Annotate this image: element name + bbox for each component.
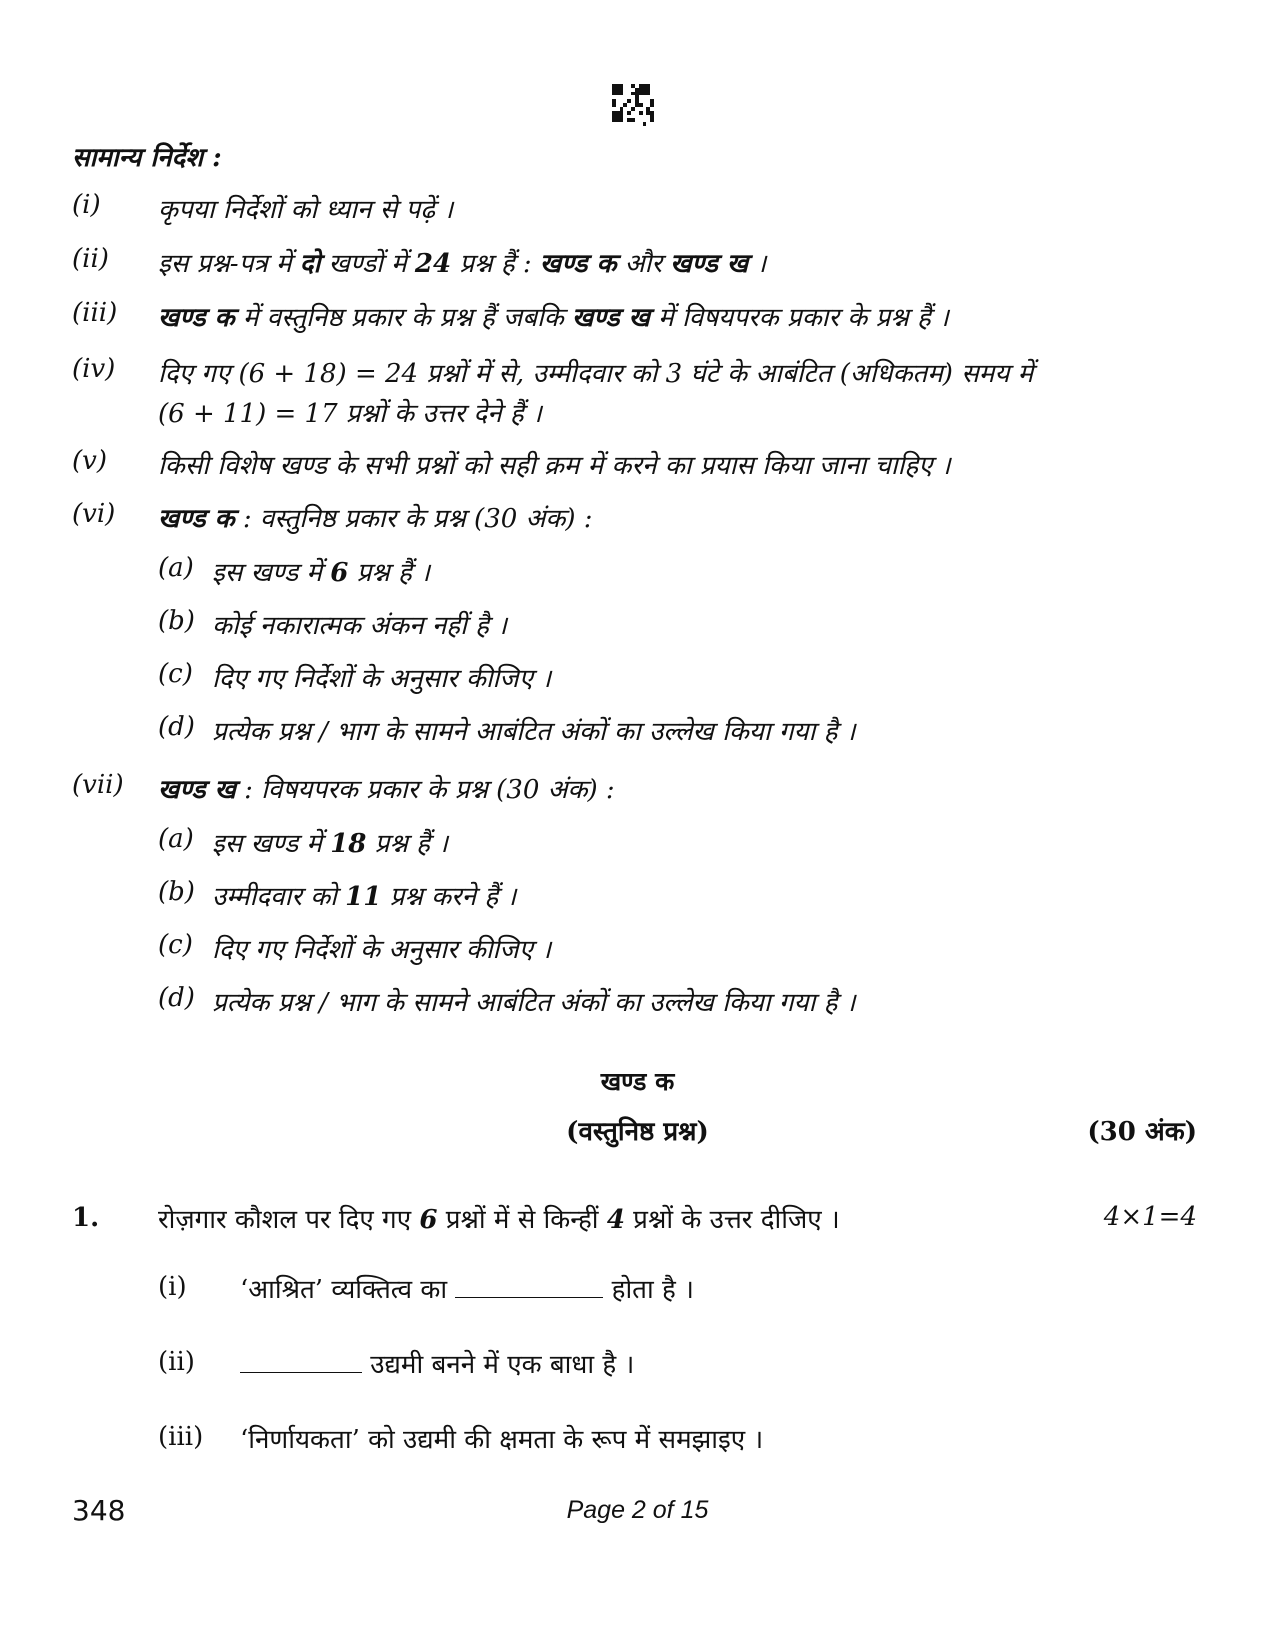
- bold-text-run: 6: [330, 558, 349, 588]
- fill-in-blank: [240, 1350, 362, 1373]
- bold-text-run: 11: [345, 882, 382, 912]
- bold-text-run: खण्ड ख: [158, 775, 236, 805]
- text-run: प्रश्नों में से किन्हीं: [437, 1205, 607, 1235]
- item-number: (vii): [72, 770, 124, 800]
- sub-item-text: [212, 606, 507, 642]
- item-number: (v): [72, 446, 107, 476]
- section-title: खण्ड क: [600, 1067, 675, 1096]
- sub-item-text: [212, 712, 856, 748]
- sub-item-number: (b): [158, 606, 195, 636]
- text-run: प्रश्न हैं ।: [348, 558, 430, 588]
- section-subtitle: (वस्तुनिष्ठ प्रश्न): [566, 1117, 709, 1147]
- instruction-text: [158, 354, 1033, 390]
- text-run: कोई नकारात्मक अंकन नहीं है ।: [212, 611, 508, 641]
- text-run: इस खण्ड में: [212, 829, 331, 859]
- fill-in-blank: [455, 1275, 603, 1298]
- text-run: और: [616, 249, 671, 279]
- bold-text-run: 4: [606, 1205, 625, 1235]
- text-run: ।: [748, 249, 767, 279]
- item-number: (ii): [72, 244, 109, 274]
- text-run: इस खण्ड में: [212, 558, 331, 588]
- bold-text-run: खण्ड क: [158, 303, 235, 333]
- text-run: दिए गए (6 + 18) = 24 प्रश्नों में से, उम्मीदवार को 3 घंटे के आबंटित (अधिकतम) समय में: [158, 359, 1034, 389]
- sub-item-number: (c): [158, 659, 193, 689]
- text-run: प्रश्न हैं ।: [366, 829, 449, 859]
- text-run: प्रश्न करने हैं ।: [381, 882, 517, 912]
- bold-text-run: खण्ड ख: [572, 303, 650, 333]
- paper-code: 348: [72, 1494, 126, 1527]
- instruction-text: [158, 446, 951, 482]
- text-run: इस प्रश्न-पत्र में: [158, 249, 300, 279]
- sub-item-text: [212, 983, 856, 1019]
- bold-text-run: 6: [419, 1205, 438, 1235]
- text-run: प्रत्येक प्रश्न / भाग के सामने आबंटित अंकों का उल्लेख किया गया है ।: [212, 988, 856, 1018]
- item-number: (i): [72, 190, 101, 220]
- instruction-text-line2: (6 + 11) = 17 प्रश्नों के उत्तर देने हैं ।: [158, 399, 542, 429]
- bold-text-run: खण्ड क: [158, 504, 235, 534]
- sub-question-text: [240, 1345, 634, 1381]
- text-run: : विषयपरक प्रकार के प्रश्न (30 अंक) :: [235, 775, 615, 805]
- instruction-text: [158, 499, 593, 535]
- sub-item-number: (b): [158, 877, 195, 907]
- text-run: उम्मीदवार को: [212, 882, 346, 912]
- bold-text-run: खण्ड ख: [670, 249, 749, 279]
- sub-question-text: [240, 1270, 694, 1306]
- bold-text-run: 24: [414, 249, 452, 279]
- question-marks: 4×1=4: [1103, 1202, 1197, 1232]
- text-run: कृपया निर्देशों को ध्यान से पढ़ें ।: [158, 195, 454, 225]
- item-number: (iv): [72, 354, 116, 384]
- sub-item-text: [212, 824, 448, 860]
- sub-question-number: (iii): [158, 1422, 204, 1452]
- bold-text-run: 18: [330, 829, 367, 859]
- text-run: में वस्तुनिष्ठ प्रकार के प्रश्न हैं जबकि: [234, 303, 573, 333]
- text-run: खण्डों में: [320, 249, 415, 279]
- sub-item-number: (c): [158, 930, 193, 960]
- sub-item-text: [212, 877, 516, 913]
- sub-item-text: [212, 930, 551, 966]
- qr-code-icon: [612, 84, 654, 126]
- text-run: प्रत्येक प्रश्न / भाग के सामने आबंटित अंकों का उल्लेख किया गया है ।: [212, 717, 856, 747]
- question-number: 1.: [72, 1203, 100, 1233]
- sub-question-text-after: होता है ।: [603, 1275, 694, 1305]
- section-marks: (30 अंक): [1087, 1117, 1197, 1147]
- instruction-text: [158, 244, 766, 280]
- item-number: (iii): [72, 298, 118, 328]
- text-run: : वस्तुनिष्ठ प्रकार के प्रश्न (30 अंक) :: [234, 504, 593, 534]
- instruction-text: [158, 190, 453, 226]
- page-number: Page 2 of 15: [566, 1496, 709, 1524]
- text-run: रोज़गार कौशल पर दिए गए: [158, 1205, 420, 1235]
- sub-question-text-before: ‘आश्रित’ व्यक्तित्व का: [240, 1275, 456, 1305]
- sub-item-number: (a): [158, 824, 194, 854]
- question-text: [158, 1200, 840, 1236]
- sub-item-number: (a): [158, 553, 194, 583]
- instructions-heading: सामान्य निर्देश :: [72, 143, 222, 173]
- text-run: प्रश्न हैं :: [451, 249, 540, 279]
- sub-question-text: ‘निर्णायकता’ को उद्यमी की क्षमता के रूप में समझाइए ।: [240, 1425, 764, 1455]
- instruction-text: [158, 770, 615, 806]
- sub-item-text: [212, 553, 430, 589]
- text-run: में विषयपरक प्रकार के प्रश्न हैं ।: [649, 303, 949, 333]
- sub-question-number: (ii): [158, 1347, 195, 1377]
- sub-question-number: (i): [158, 1272, 187, 1302]
- bold-text-run: दो: [299, 249, 321, 279]
- text-run: दिए गए निर्देशों के अनुसार कीजिए ।: [212, 664, 552, 694]
- instruction-text: [158, 298, 949, 334]
- sub-question-text-after: उद्यमी बनने में एक बाधा है ।: [362, 1350, 635, 1380]
- bold-text-run: खण्ड क: [539, 249, 617, 279]
- text-run: किसी विशेष खण्ड के सभी प्रश्नों को सही क्रम में करने का प्रयास किया जाना चाहिए ।: [158, 451, 951, 481]
- item-number: (vi): [72, 499, 116, 529]
- sub-item-text: [212, 659, 551, 695]
- sub-item-number: (d): [158, 983, 195, 1013]
- text-run: दिए गए निर्देशों के अनुसार कीजिए ।: [212, 935, 552, 965]
- sub-item-number: (d): [158, 712, 195, 742]
- text-run: प्रश्नों के उत्तर दीजिए ।: [624, 1205, 840, 1235]
